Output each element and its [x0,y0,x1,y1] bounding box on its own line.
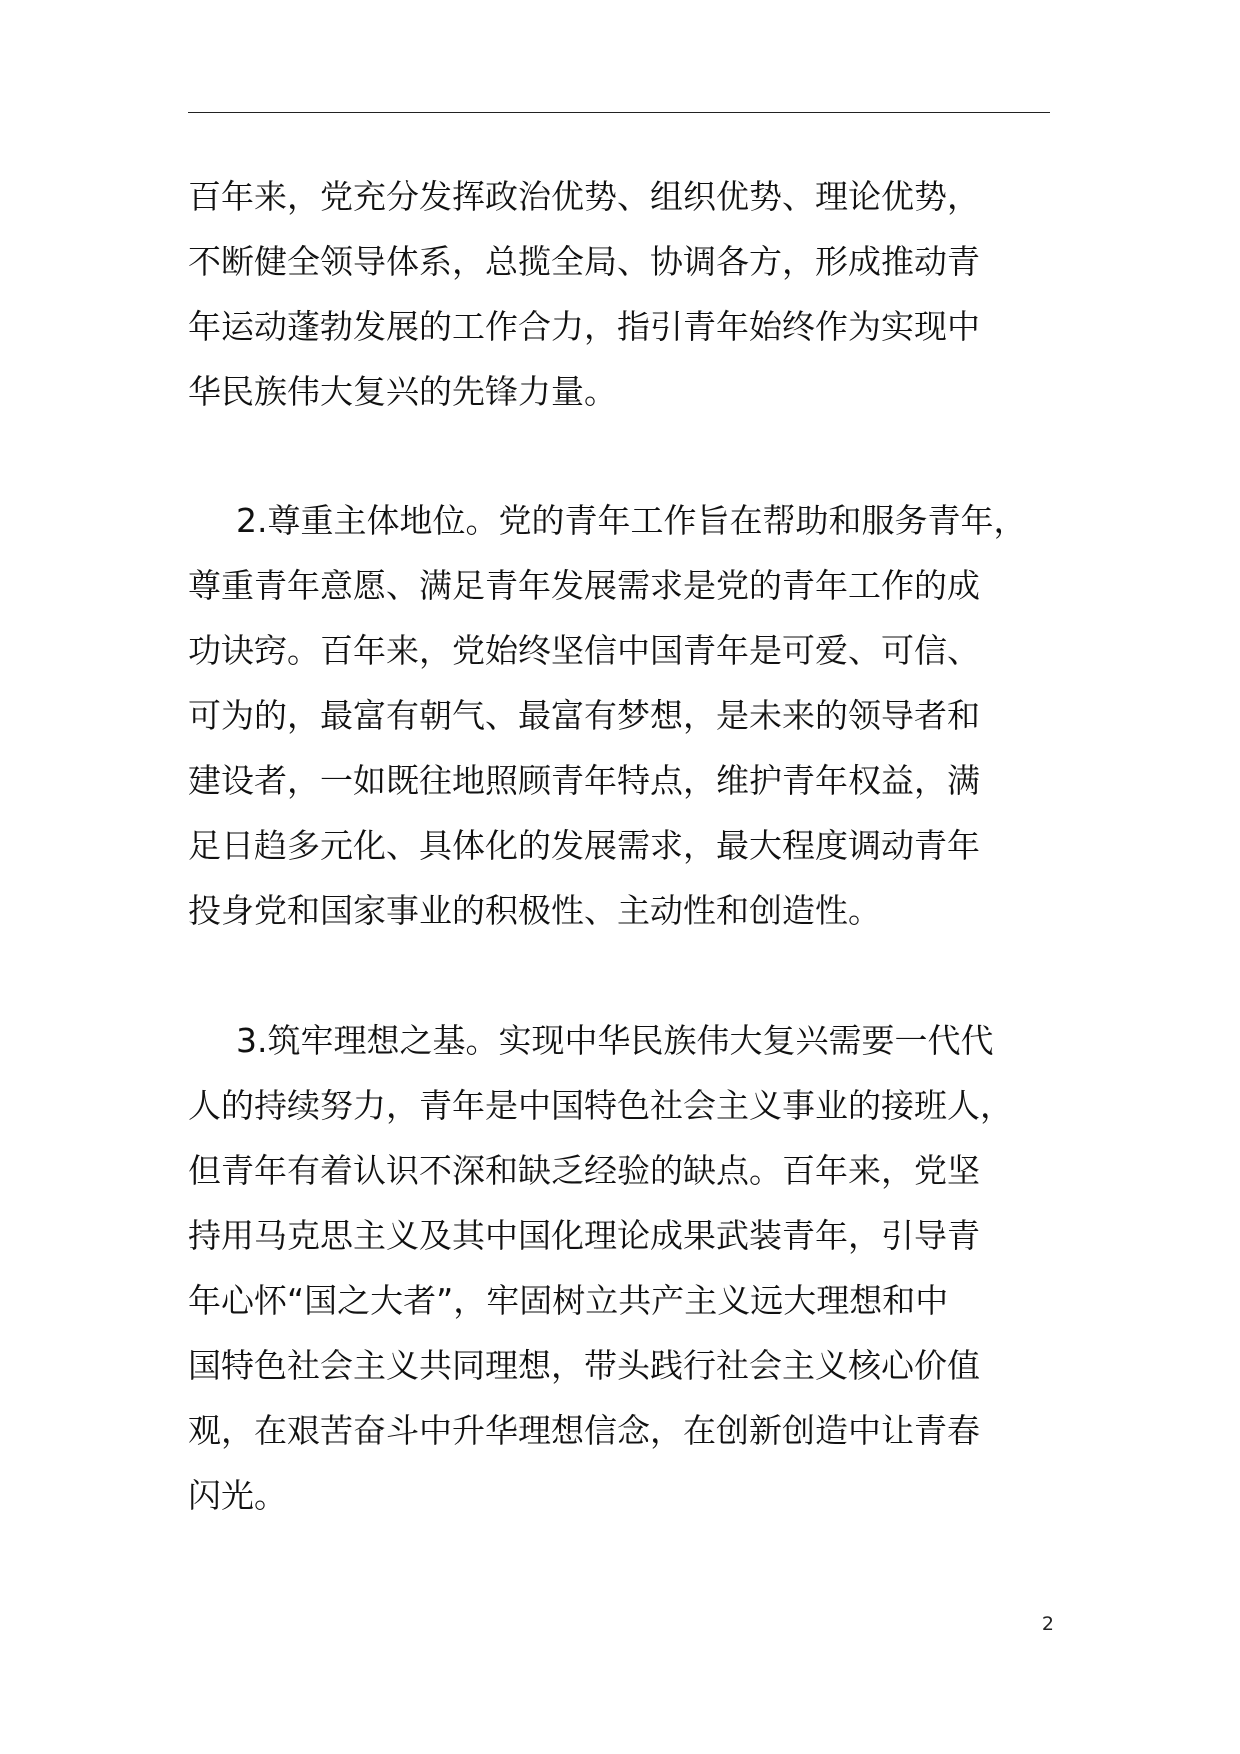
paragraph-line: 但青年有着认识不深和缺乏经验的缺点。百年来，党坚 [188,1151,980,1190]
paragraph-line: 2.尊重主体地位。党的青年工作旨在帮助和服务青年， [236,501,1027,540]
header-rule [188,112,1050,113]
paragraph-line: 国特色社会主义共同理想，带头践行社会主义核心价值 [188,1346,980,1385]
paragraph-line: 可为的，最富有朝气、最富有梦想，是未来的领导者和 [188,696,980,735]
paragraph-line: 建设者，一如既往地照顾青年特点，维护青年权益，满 [188,761,980,800]
paragraph-line: 足日趋多元化、具体化的发展需求，最大程度调动青年 [188,826,980,865]
paragraph-1 [188,164,1088,424]
paragraph-line: 持用马克思主义及其中国化理论成果武装青年，引导青 [188,1216,980,1255]
paragraph-3 [188,1008,1088,1528]
paragraph-line: 尊重青年意愿、满足青年发展需求是党的青年工作的成 [188,566,980,605]
paragraph-line: 3.筑牢理想之基。实现中华民族伟大复兴需要一代代 [236,1021,994,1060]
paragraph-line: 闪光。 [188,1476,287,1515]
page-number: 2 [1041,1613,1054,1635]
paragraph-line: 年运动蓬勃发展的工作合力，指引青年始终作为实现中 [188,307,980,346]
paragraph-line: 观，在艰苦奋斗中升华理想信念，在创新创造中让青春 [188,1411,980,1450]
paragraph-line: 功诀窍。百年来，党始终坚信中国青年是可爱、可信、 [188,631,980,670]
paragraph-line: 投身党和国家事业的积极性、主动性和创造性。 [188,891,881,930]
paragraph-line: 百年来，党充分发挥政治优势、组织优势、理论优势， [188,177,980,216]
paragraph-line: 不断健全领导体系，总揽全局、协调各方，形成推动青 [188,242,980,281]
paragraph-line: 年心怀“国之大者”，牢固树立共产主义远大理想和中 [188,1281,949,1320]
paragraph-2 [188,488,1088,943]
paragraph-line: 华民族伟大复兴的先锋力量。 [188,372,617,411]
paragraph-line: 人的持续努力，青年是中国特色社会主义事业的接班人， [188,1086,1013,1125]
